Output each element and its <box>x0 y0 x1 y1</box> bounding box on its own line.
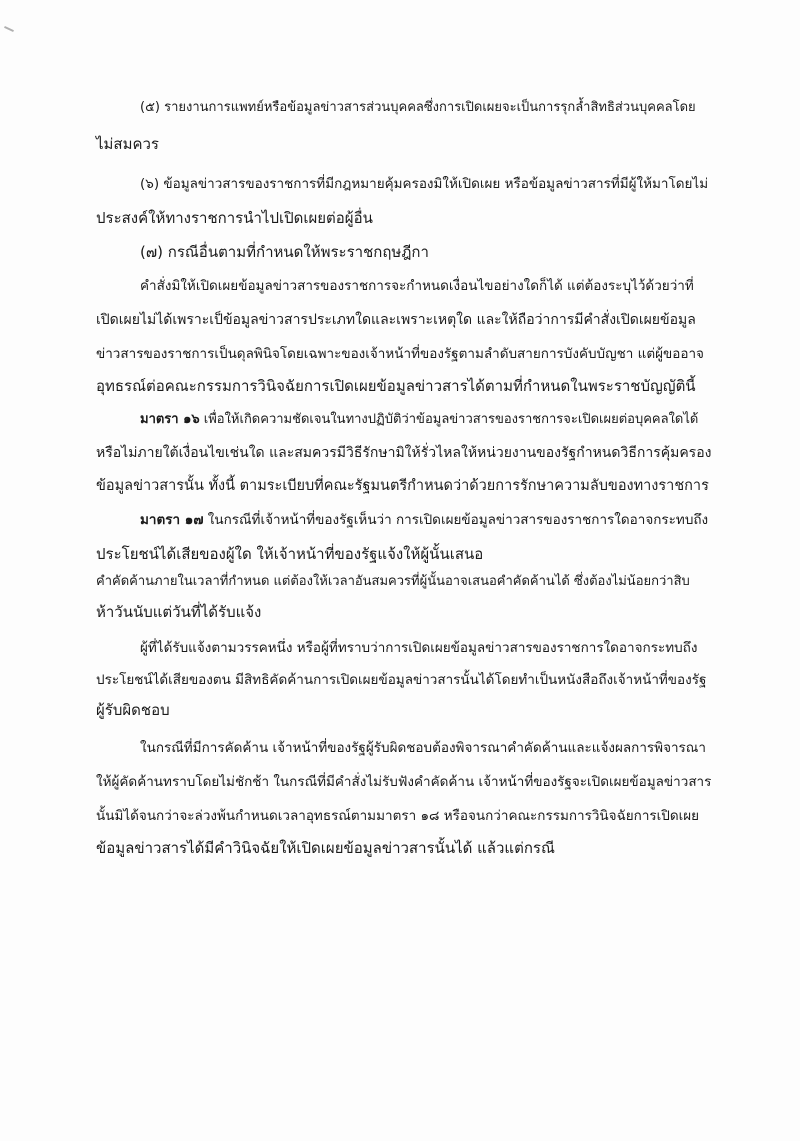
section-17-heading: มาตรา ๑๗ <box>140 512 204 528</box>
text-line-6: คำสั่งมิให้เปิดเผยข้อมูลข่าวสารของราชการจะกำหนดเงื่อนไขอย่างใดก็ได้ แต่ต้องระบุไว้ด้วยว่าที่ <box>140 278 694 294</box>
text-line-12: ข้อมูลข่าวสารนั้น ทั้งนี้ ตามระเบียบที่คณะรัฐมนตรีกำหนดว่าด้วยการรักษาความลับของทางราชการ <box>96 478 709 494</box>
text-line-22: นั้นมิได้จนกว่าจะล่วงพ้นกำหนดเวลาอุทธรณ์ตามมาตรา ๑๘ หรือจนกว่าคณะกรรมการวินิจฉัยการเปิดเผย <box>96 808 700 824</box>
text-line-5: (๗) กรณีอื่นตามที่กำหนดให้พระราชกฤษฎีกา <box>140 243 429 261</box>
text-line-7: เปิดเผยไม่ได้เพราะเป็ข้อมูลข่าวสารประเภทใดและเพราะเหตุใด และให้ถือว่าการมีคำสั่งเปิดเผยข้อมูล <box>96 312 696 328</box>
section-16-heading: มาตรา ๑๖ <box>140 412 200 427</box>
text-line-3: (๖) ข้อมูลข่าวสารของราชการที่มีกฎหมายคุ้มครองมิให้เปิดเผย หรือข้อมูลข่าวสารที่มีผู้ให้มาโดยไม่ <box>140 176 709 192</box>
text-line-2: ไม่สมควร <box>96 135 159 153</box>
section-17-text: ในกรณีที่เจ้าหน้าที่ของรัฐเห็นว่า การเปิดเผยข้อมูลข่าวสารของราชการใดอาจกระทบถึง <box>203 512 709 528</box>
text-line-15: คำคัดค้านภายในเวลาที่กำหนด แต่ต้องให้เวลาอันสมควรที่ผู้นั้นอาจเสนอคำคัดค้านได้ ซึ่งต้องไม่น้อยกว่าสิบ <box>96 574 690 589</box>
scan-mark <box>4 26 14 32</box>
text-line-19: ผู้รับผิดชอบ <box>96 701 170 719</box>
text-line-9: อุทธรณ์ต่อคณะกรรมการวินิจฉัยการเปิดเผยข้อมูลข่าวสารได้ตามที่กำหนดในพระราชบัญญัตินี้ <box>96 377 696 395</box>
text-line-17: ผู้ที่ได้รับแจ้งตามวรรคหนึ่ง หรือผู้ที่ทราบว่าการเปิดเผยข้อมูลข่าวสารของราชการใดอาจกระทบถึง <box>140 640 698 656</box>
text-line-8: ข่าวสารของราชการเป็นดุลพินิจโดยเฉพาะของเจ้าหน้าที่ของรัฐตามลำดับสายการบังคับบัญชา แต่ผู้ขออาจ <box>96 346 704 362</box>
section-16-line <box>140 410 698 430</box>
text-line-14: ประโยชน์ได้เสียของผู้ใด ให้เจ้าหน้าที่ของรัฐแจ้งให้ผู้นั้นเสนอ <box>96 545 484 563</box>
text-line-18: ประโยชน์ได้เสียของตน มีสิทธิคัดค้านการเปิดเผยข้อมูลข่าวสารนั้นได้โดยทำเป็นหนังสือถึงเจ้าหน้าที่ของรัฐ <box>96 672 707 688</box>
section-17-line <box>140 510 708 530</box>
text-line-16: ห้าวันนับแต่วันที่ได้รับแจ้ง <box>96 603 262 621</box>
text-line-4: ประสงค์ให้ทางราชการนำไปเปิดเผยต่อผู้อื่น <box>96 209 373 227</box>
text-line-20: ในกรณีที่มีการคัดค้าน เจ้าหน้าที่ของรัฐผู้รับผิดชอบต้องพิจารณาคำคัดค้านและแจ้งผลการพิจารณา <box>140 740 706 756</box>
section-16-text: เพื่อให้เกิดความชัดเจนในทางปฏิบัติว่าข้อมูลข่าวสารของราชการจะเปิดเผยต่อบุคคลใดได้ <box>199 412 699 427</box>
text-line-1: (๕) รายงานการแพทย์หรือข้อมูลข่าวสารส่วนบุคคลซึ่งการเปิดเผยจะเป็นการรุกล้ำสิทธิส่วนบุคคลโดย <box>140 100 696 115</box>
text-line-21: ให้ผู้คัดค้านทราบโดยไม่ชักช้า ในกรณีที่มีคำสั่งไม่รับฟังคำคัดค้าน เจ้าหน้าที่ของรัฐจะเปิดเผยข้อมูลข่าวสาร <box>96 774 712 790</box>
text-line-11: หรือไม่ภายใต้เงื่อนไขเช่นใด และสมควรมีวิธีรักษามิให้รั่วไหลให้หน่วยงานของรัฐกำหนดวิธีการคุ้มครอง <box>96 445 712 461</box>
text-line-23: ข้อมูลข่าวสารได้มีคำวินิจฉัยให้เปิดเผยข้อมูลข่าวสารนั้นได้ แล้วแต่กรณี <box>96 839 555 857</box>
